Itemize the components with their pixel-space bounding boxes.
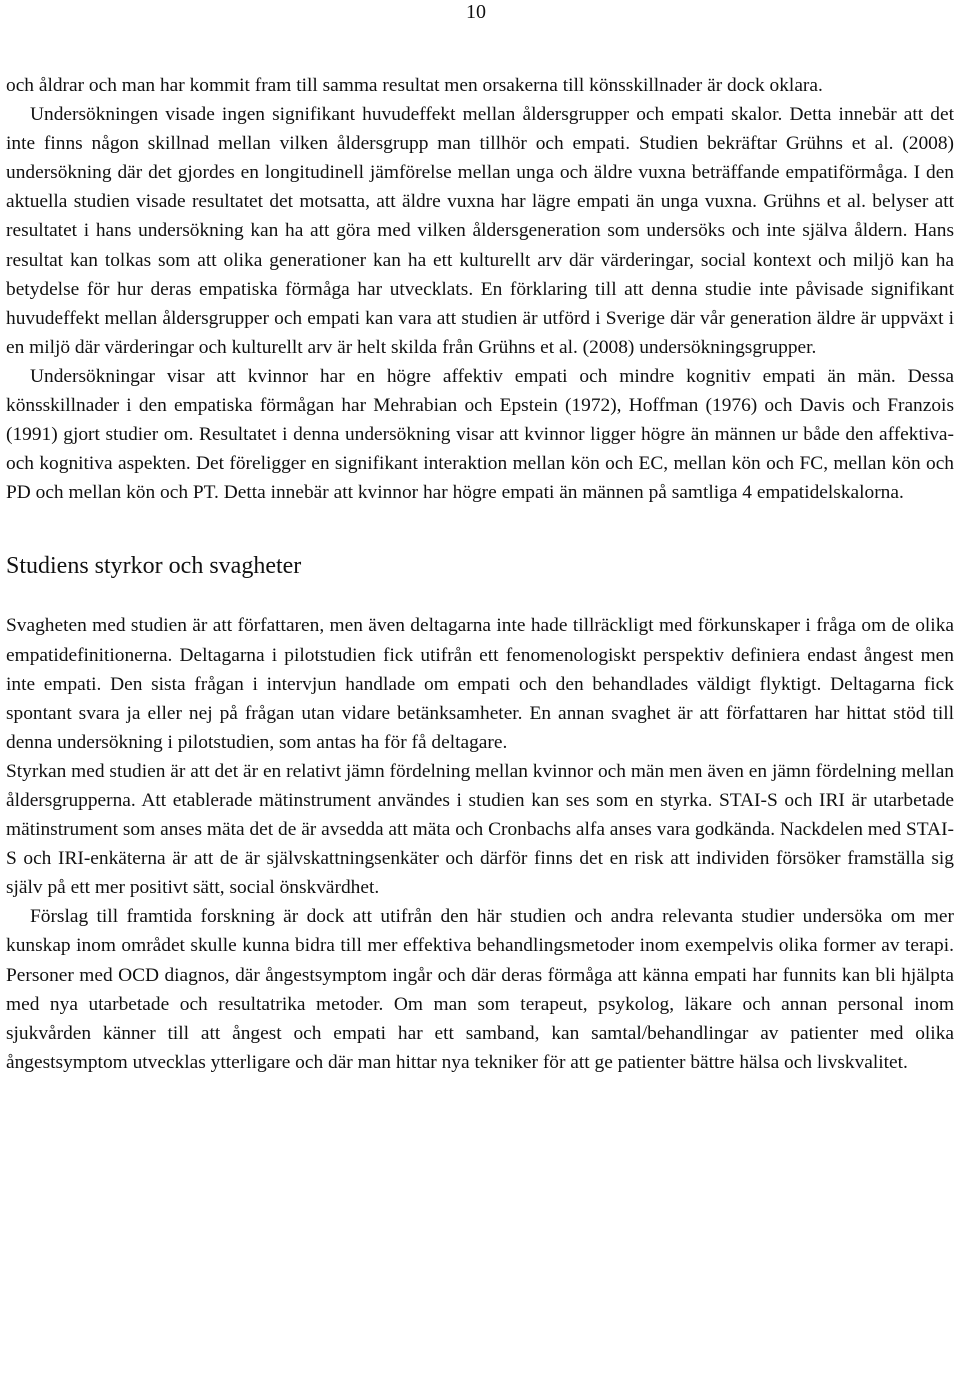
discussion-section [6, 71, 954, 507]
document-body [6, 71, 954, 1077]
paragraph-weaknesses: Svagheten med studien är att författaren, men även deltagarna inte hade tillräckligt med förkunskaper i fråga om de olika empatidefinitionerna. Deltagarna i pilotstudien fick utifrån ett fenomenologiskt perspektiv definiera endast ångest men inte empati. Den sista frågan i intervjun handlade om empati och den behandlades väldigt flyktigt. Deltagarna fick spontant svara ja eller nej på frågan utan vidare betänksamheter. En annan svaghet är att författaren har hittat stöd till denna undersökning i pilotstudien, som antas ha för få deltagare. [6, 615, 954, 753]
paragraph-strengths: Styrkan med studien är att det är en relativt jämn fördelning mellan kvinnor och män men även en jämn fördelning mellan åldersgrupperna. Att etablerade mätinstrument användes i studien kan ses som en styrka. STAI-S och IRI är utarbetade mätinstrument som anses mäta det de är avsedda att mäta och Cronbachs alfa anses vara godkända. Nackdelen med STAI-S och IRI-enkäterna är att de är självskattningsenkäter och därför finns det en risk att individen försöker framställa sig själv på ett mer positivt sätt, social önskvärdhet. [6, 760, 954, 899]
paragraph-age-gender-intro: och åldrar och man har kommit fram till samma resultat men orsakerna till könsskillnader är dock oklara. [6, 75, 823, 96]
section-heading: Studiens styrkor och svagheter [6, 553, 302, 580]
paragraph-gender-results: Undersökningar visar att kvinnor har en högre affektiv empati och mindre kognitiv empati än män. Dessa könsskillnader i den empatiska förmågan har Mehrabian och Epstein (1972), Hoffman (1976) och Davis och Franzois (1991) gjort studier om. Resultatet i denna undersökning visar att kvinnor ligger högre än männen ur både den affektiva- och kognitiva aspekten. Det föreligger en signifikant interaktion mellan kön och EC, mellan kön och FC, mellan kön och PD och mellan kön och PT. Detta innebär att kvinnor har högre empati än männen på samtliga 4 empatidelskalorna. [6, 365, 954, 504]
page-number: 10 [466, 1, 486, 23]
strengths-weaknesses-section [6, 611, 954, 1077]
paragraph-age-results: Undersökningen visade ingen signifikant huvudeffekt mellan åldersgrupper och empati skalor. Detta innebär att det inte finns någon skillnad mellan vilken åldersgrupp man tillhör och empati. Studien bekräftar Grühns et al. (2008) undersökning där det gjordes en longitudinell jämförelse mellan unga och äldre vuxna beträffande empatiförmåga. I den aktuella studien visade resultatet det motsatta, att äldre vuxna har lägre empati än unga vuxna. Grühns et al. belyser att resultatet i hans undersökning kan ha att göra med vilken åldersgeneration som undersöks och inte själva åldern. Hans resultat kan tolkas som att olika generationer kan ha ett kulturellt arv där värderingar, social kontext och miljö kan ha betydelse för hur deras empatiska förmåga har utvecklats. En förklaring till att denna studie inte påvisade signifikant huvudeffekt mellan åldersgrupper och empati kan vara att studien är utförd i Sverige där vår generation äldre är uppväxt i en miljö där värderingar och kulturellt arv är helt skilda från Grühns et al. (2008) undersökningsgrupper. [6, 104, 954, 358]
paragraph-future-research: Förslag till framtida forskning är dock att utifrån den här studien och andra relevanta studier undersöka om mer kunskap inom området skulle kunna bidra till mer effektiva behandlingsmetoder inom exempelvis olika former av terapi. Personer med OCD diagnos, där ångestsymptom ingår och där deras förmåga att känna empati har funnits kan bli hjälpta med nya utarbetade och resultatrika metoder. Om man som terapeut, psykolog, läkare och annan personal inom sjukvården känner till att ångest och empati har ett samband, kan samtal/behandlingar av patienter med olika ångestsymptom utvecklas ytterligare och där man hittar nya tekniker för att ge patienter bättre hälsa och livskvalitet. [6, 906, 954, 1073]
strengths-weaknesses-heading-block [6, 551, 954, 581]
